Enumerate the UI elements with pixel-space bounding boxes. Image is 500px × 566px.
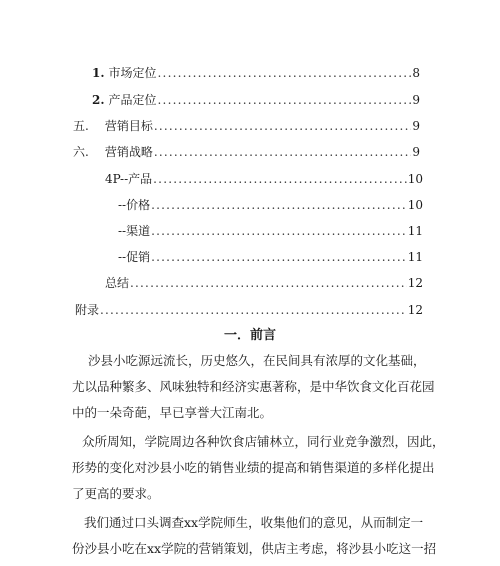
toc-entry-page: 11 xyxy=(407,224,423,238)
toc-leader-dots xyxy=(151,197,407,213)
toc-entry[interactable] xyxy=(75,302,423,318)
toc-entry-page: 9 xyxy=(412,145,420,159)
paragraph-line: 我们通过口头调查xx学院师生，收集他们的意见，从而制定一 xyxy=(84,515,424,530)
section-heading: 一．前言 xyxy=(223,328,276,343)
toc-entry-title: 市场定位 xyxy=(108,66,157,80)
toc-entry-page: 11 xyxy=(407,250,423,264)
toc-entry[interactable] xyxy=(118,197,423,213)
toc-leader-dots xyxy=(151,249,407,265)
toc-entry-number: 1. xyxy=(92,66,105,80)
toc-leader-dots xyxy=(158,92,412,108)
toc-leader-dots xyxy=(154,118,412,134)
paragraph-line: 份沙县小吃在xx学院的营销策划，供店主考虑，将沙县小吃这一招 xyxy=(72,541,437,556)
paragraph-line: 了更高的要求。 xyxy=(72,486,160,501)
paragraph-line: 沙县小吃源远流长，历史悠久，在民间具有浓厚的文化基础， xyxy=(88,353,426,368)
toc-entry-page: 10 xyxy=(407,172,423,186)
toc-entry-title: 营销目标 xyxy=(104,119,153,133)
paragraph-line: 尤以品种繁多、风味独特和经济实惠著称，是中华饮食文化百花园 xyxy=(72,379,435,394)
toc-entry-title: 4P--产品 xyxy=(105,172,153,186)
paragraph-line: 众所周知，学院周边各种饮食店铺林立，同行业竞争激烈，因此， xyxy=(82,434,445,449)
toc-entry-title: 产品定位 xyxy=(108,93,157,107)
body-paragraph xyxy=(72,429,445,507)
toc-entry-page: 8 xyxy=(412,66,420,80)
toc-entry-page: 12 xyxy=(407,276,423,290)
toc-entry[interactable] xyxy=(118,223,423,239)
toc-entry-title: --促销 xyxy=(118,250,151,264)
toc-entry[interactable] xyxy=(92,92,420,108)
paragraph-line: 形势的变化对沙县小吃的销售业绩的提高和销售渠道的多样化提出 xyxy=(72,460,435,475)
toc-leader-dots xyxy=(130,275,407,291)
toc-entry[interactable] xyxy=(73,144,420,160)
toc-entry-title: 营销战略 xyxy=(104,145,153,159)
toc-entry-title: --渠道 xyxy=(118,224,151,238)
toc-entry-number: 2. xyxy=(92,93,105,107)
body-paragraph xyxy=(72,348,437,426)
toc-leader-dots xyxy=(154,144,412,160)
toc-leader-dots xyxy=(153,171,407,187)
toc-entry[interactable] xyxy=(105,171,423,187)
toc-entry-title: --价格 xyxy=(118,198,151,212)
toc-entry-page: 10 xyxy=(407,198,423,212)
toc-entry-page: 9 xyxy=(412,119,420,133)
paragraph-line: 中的一朵奇葩，早已享誉大江南北。 xyxy=(72,405,273,420)
toc-leader-dots xyxy=(100,302,407,318)
toc-entry-page: 12 xyxy=(407,303,423,317)
body-paragraph xyxy=(72,510,437,562)
toc-leader-dots xyxy=(151,223,407,239)
toc-entry-title: 附录 xyxy=(75,303,100,317)
toc-entry[interactable] xyxy=(73,118,420,134)
toc-leader-dots xyxy=(158,65,412,81)
toc-entry[interactable] xyxy=(105,275,423,291)
toc-entry[interactable] xyxy=(118,249,423,265)
toc-entry-title: 总结 xyxy=(105,276,130,290)
toc-entry[interactable] xyxy=(92,65,420,81)
toc-entry-number: 六. xyxy=(73,145,89,159)
toc-entry-page: 9 xyxy=(412,93,420,107)
toc-entry-number: 五. xyxy=(73,119,89,133)
